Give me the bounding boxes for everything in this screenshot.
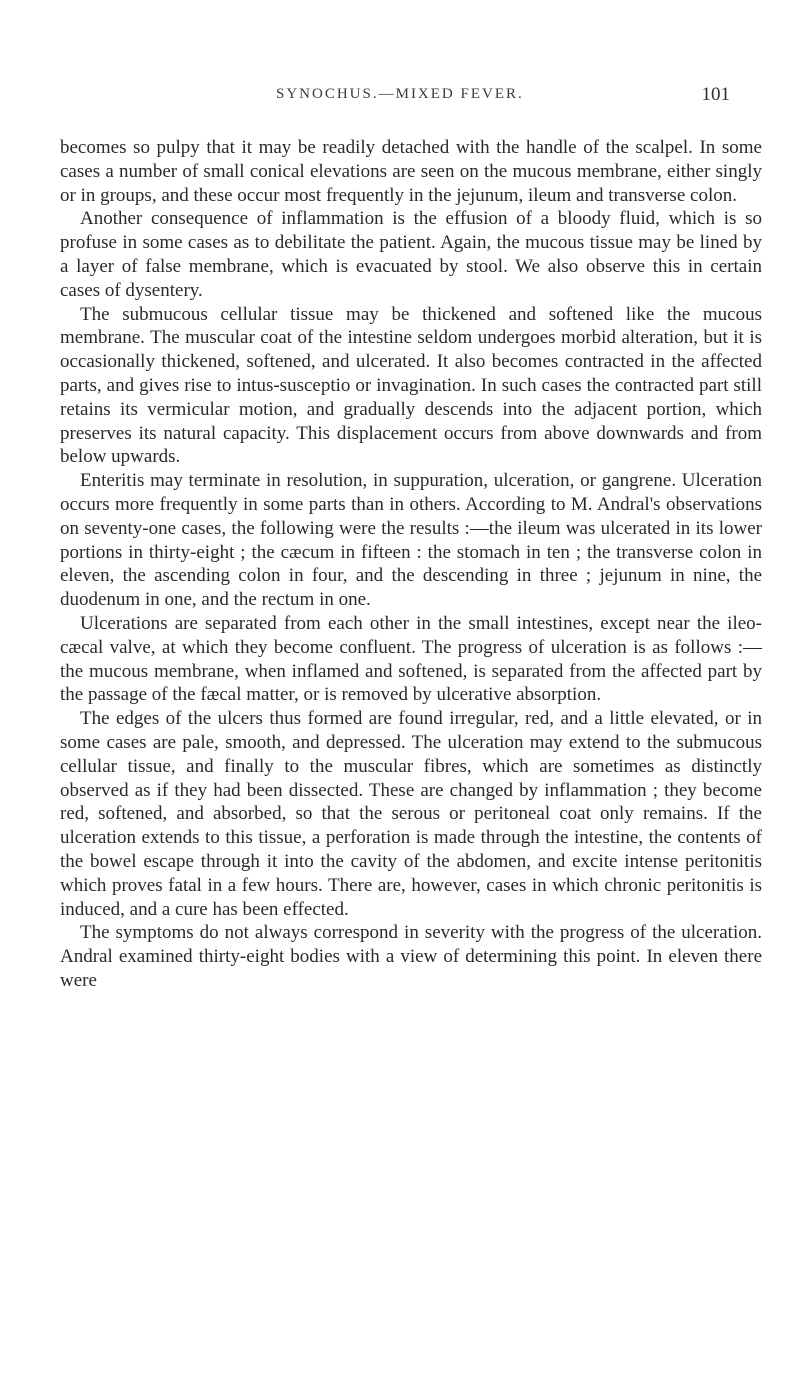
paragraph-enteritis-termination: Enteritis may terminate in resolution, in suppuration, ulceration, or gangrene. Ulceration occurs more frequently in some parts than in others. According to M. Andral's observations on seventy-one cases, the following were the results :—the ileum was ulcerated in its lower portions in thirty-eight ; the cæcum in fifteen : the stomach in ten ; the transverse colon in eleven, the ascending colon in four, and the descending in three ; jejunum in nine, the duodenum in one, and the rectum in one.	[60, 470, 762, 611]
paragraph-submucous-tissue: The submucous cellular tissue may be thickened and softened like the mucous membrane. The muscular coat of the intestine seldom undergoes morbid alteration, but it is occasionally thickened, softened, and ulcerated. It also becomes contracted in the affected parts, and gives rise to intus-susceptio or invagination. In such cases the contracted part still retains its vermicular motion, and gradually descends into the adjacent portion, which preserves its natural capacity. This displacement occurs from above downwards and from below upwards.	[60, 303, 762, 468]
paragraph-symptoms: The symptoms do not always correspond in severity with the progress of the ulceration. Andral examined thirty-eight bodies with a view of determining this point. In eleven there were	[60, 922, 762, 991]
running-head	[276, 86, 730, 112]
paragraph-ulcerations: Ulcerations are separated from each other in the small intestines, except near the ileo-cæcal valve, at which they become confluent. The progress of ulceration is as follows :—the mucous membrane, when inflamed and softened, is separated from the affected part by the passage of the fæcal matter, or is removed by ulcerative absorption.	[60, 612, 762, 706]
running-title: SYNOCHUS.—MIXED FEVER.	[276, 86, 524, 102]
body-text	[60, 136, 762, 993]
paragraph-continuation: becomes so pulpy that it may be readily detached with the handle of the scalpel. In some cases a number of small conical elevations are seen on the mucous membrane, either singly or in groups, and these occur most frequently in the jejunum, ileum and transverse colon.	[60, 137, 762, 206]
paragraph-bloody-fluid: Another consequence of inflammation is the effusion of a bloody fluid, which is so profuse in some cases as to debilitate the patient. Again, the mucous tissue may be lined by a layer of false membrane, which is evacuated by stool. We also observe this in certain cases of dysentery.	[60, 208, 762, 301]
paragraph-ulcer-edges: The edges of the ulcers thus formed are found irregular, red, and a little elevated, or in some cases are pale, smooth, and depressed. The ulceration may extend to the submucous cellular tissue, and finally to the muscular fibres, which are sometimes as distinctly observed as if they had been dissected. These are changed by inflammation ; they become red, softened, and absorbed, so that the serous or peritoneal coat only remains. If the ulceration extends to this tissue, a perforation is made through the intestine, the contents of the bowel escape through it into the cavity of the abdomen, and excite intense peritonitis which proves fatal in a few hours. There are, however, cases in which chronic peritonitis is induced, and a cure has been effected.	[60, 708, 762, 920]
page-number: 101	[701, 84, 730, 105]
